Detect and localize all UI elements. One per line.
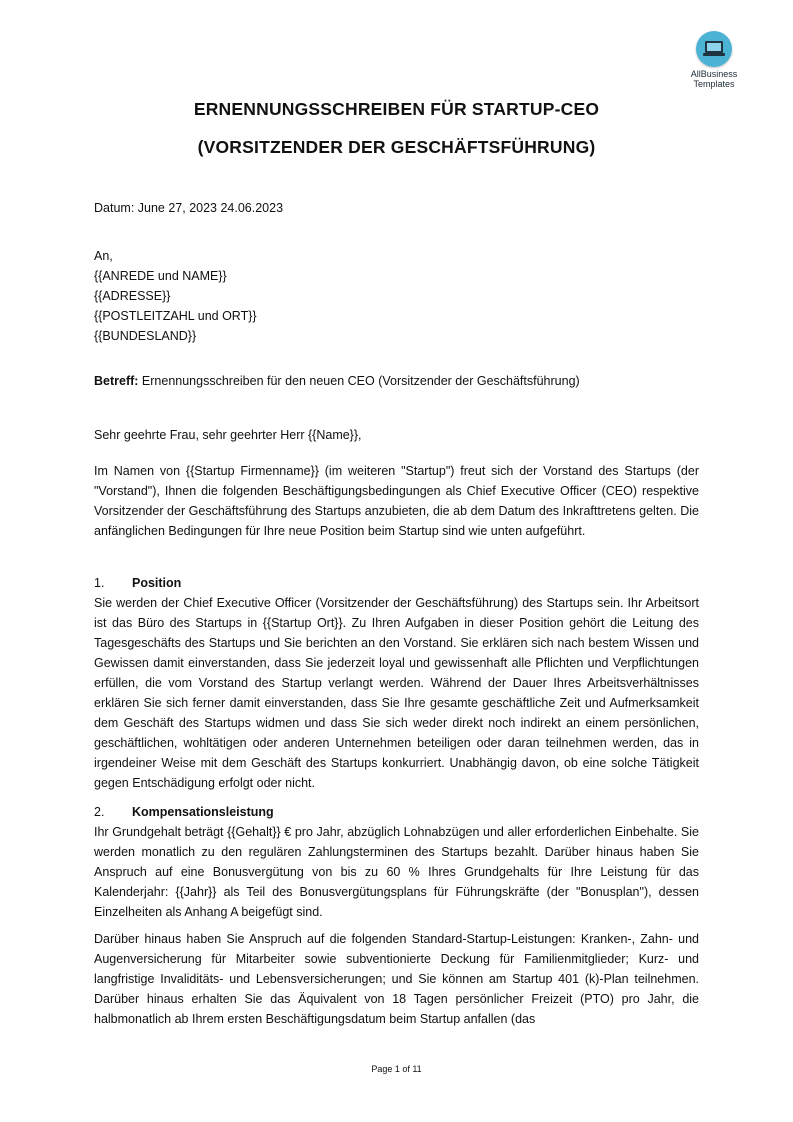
logo-line-2: Templates: [693, 79, 735, 89]
section-paragraph-position: Sie werden der Chief Executive Officer (Vorsitzender der Geschäftsführung) des Startups sein. Ihr Arbeitsort ist das Büro des Startups in {{Startup Ort}}. Zu Ihren Aufgaben in dieser Position gehört die Leitung des Tagesgeschäfts des Startups und Sie berichten an den Vorstand. Sie erklären sich nach bestem Wissen und Gewissen damit einverstanden, dass Sie jederzeit loyal und gewissenhaft alle Pflichten und Verpflichtungen erfüllen, die vom Vorstand des Startup verlangt werden. Während der Dauer Ihres Arbeitsverhältnisses erklären Sie sich ferner damit einverstanden, dass Sie Ihre gesamte geschäftliche Zeit und Aufmerksamkeit dem Geschäft des Startups widmen und dass Sie sich weder direkt noch indirekt an einem persönlichen, geschäftlichen, wohltätigen oder anderen Unternehmen beteiligen oder daran teilnehmen werden, das in irgendeiner Weise mit dem Geschäft des Startups konkurriert. Unabhängig davon, ob eine solche Tätigkeit gegen Entschädigung erfolgt oder nicht.: [94, 596, 699, 790]
recipient-state: {{BUNDESLAND}}: [94, 329, 197, 343]
section-number: 2.: [94, 805, 105, 819]
section-paragraph-compensation-2: Darüber hinaus haben Sie Anspruch auf die folgenden Standard-Startup-Leistungen: Kranken-, Zahn- und Augenversicherung für Mitarbeiter sowie subventionierte Deckung für Familienmitglieder; Kurz- und langfristige Invaliditäts- und Lebensversicherungen; und Sie können am Startup 401 (k)-Plan teilnehmen. Darüber hinaus erhalten Sie das Äquivalent von 18 Tagen persönlicher Freizeit (PTO) pro Jahr, die halbmonatlich ab Ihrem ersten Beschäftigungsdatum beim Startup anfallen (das: [94, 932, 699, 1026]
logo-line-1: AllBusiness: [690, 69, 738, 79]
recipient-block: [94, 246, 699, 346]
date-line: Datum: June 27, 2023 24.06.2023: [94, 201, 284, 215]
allbusiness-logo: [680, 31, 748, 89]
recipient-salutation: An,: [94, 249, 113, 263]
subject-label: Betreff:: [94, 374, 139, 388]
section-heading-compensation: [94, 802, 699, 822]
recipient-address: {{ADRESSE}}: [94, 289, 171, 303]
page-footer: Page 1 of 11: [371, 1064, 422, 1074]
section-title: Position: [132, 576, 182, 590]
section-paragraph-compensation-1: Ihr Grundgehalt beträgt {{Gehalt}} € pro Jahr, abzüglich Lohnabzügen und aller erforderlichen Einbehalte. Sie werden monatlich zu den regulären Zahlungsterminen des Startups bezahlt. Darüber hinaus haben Sie Anspruch auf eine Bonusvergütung von bis zu 60 % Ihres Grundgehalts für Ihre Leistung für das Kalenderjahr: {{Jahr}} als Teil des Bonusvergütungsplans für Führungskräfte (der "Bonusplan"), dessen Einzelheiten als Anhang A beigefügt sind.: [94, 825, 699, 919]
recipient-name: {{ANREDE und NAME}}: [94, 269, 227, 283]
logo-wordmark: [680, 69, 748, 89]
document-subtitle: (VORSITZENDER DER GESCHÄFTSFÜHRUNG): [197, 137, 596, 157]
laptop-icon: [696, 31, 732, 67]
section-number: 1.: [94, 576, 105, 590]
section-heading-position: [94, 573, 699, 593]
document-title: ERNENNUNGSSCHREIBEN FÜR STARTUP-CEO: [193, 99, 600, 119]
section-title: Kompensationsleistung: [132, 805, 274, 819]
intro-paragraph: Im Namen von {{Startup Firmenname}} (im weiteren "Startup") freut sich der Vorstand des Startups (der "Vorstand"), Ihnen die folgenden Beschäftigungsbedingungen als Chief Executive Officer (CEO) respektive Vorsitzender der Geschäftsführung des Startups anzubieten, die ab dem Datum des Inkrafttretens gelten. Die anfänglichen Bedingungen für Ihre neue Position beim Startup sind wie unten aufgeführt.: [94, 464, 699, 538]
subject-text: Ernennungsschreiben für den neuen CEO (Vorsitzender der Geschäftsführung): [138, 374, 580, 388]
greeting: Sehr geehrte Frau, sehr geehrter Herr {{Name}},: [94, 428, 362, 442]
subject-line: [94, 371, 699, 391]
recipient-zip-city: {{POSTLEITZAHL und ORT}}: [94, 309, 257, 323]
